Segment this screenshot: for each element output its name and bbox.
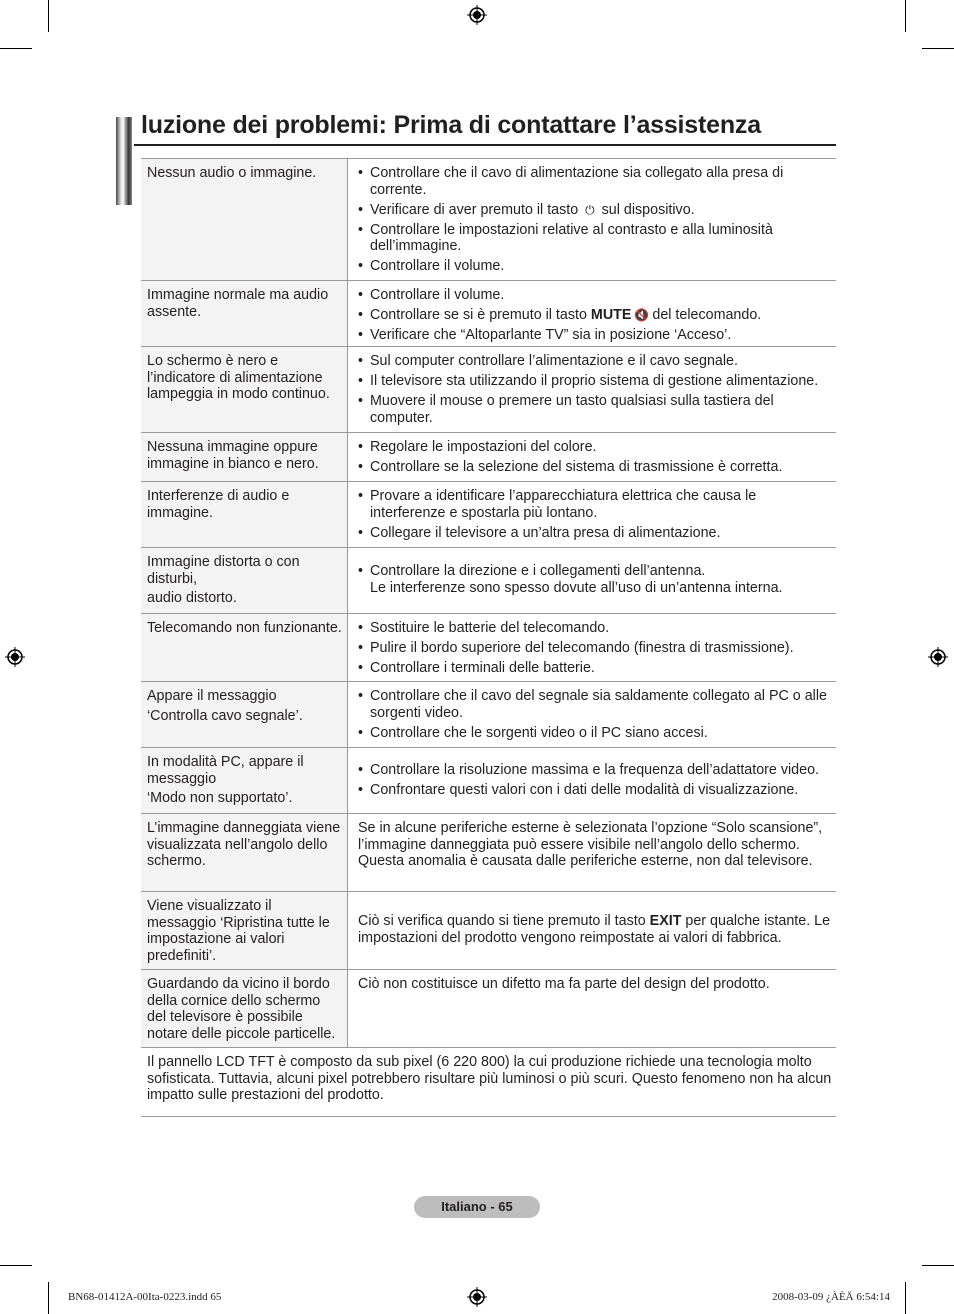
solution-cell [348,482,836,547]
solution-item [358,976,834,993]
solution-text: Pulire il bordo superiore del telecomando (finestra di trasmissione). [370,640,794,656]
crop-mark [0,48,32,49]
solution-item [358,393,834,426]
crop-mark [905,0,906,32]
table-row [141,748,836,814]
solution-item [358,563,834,596]
solution-cell [348,814,836,891]
registration-mark-icon [928,647,948,667]
solution-cell [348,159,836,280]
solution-text: Muovere il mouse o premere un tasto qualsiasi sulla tastiera del computer. [370,393,774,426]
problem-text: ‘Modo non supportato’. [147,790,293,806]
solution-item [358,222,834,255]
problem-cell [141,970,348,1047]
solution-item [358,660,834,677]
problem-cell [141,281,348,346]
title-decoration-bar [116,117,132,205]
solution-cell [348,970,836,1047]
crop-mark [48,0,49,32]
solution-item [358,287,834,304]
solution-text: sul dispositivo. [597,201,695,218]
solution-text: Controllare che le sorgenti video o il PC siano accesi. [370,724,708,741]
problem-text: Appare il messaggio [147,688,277,704]
solution-text: Regolare le impostazioni del colore. [370,439,597,455]
solution-item [358,820,834,870]
table-row [141,482,836,548]
problem-text: Immagine distorta o con disturbi, [147,554,300,587]
problem-text: Interferenze di audio e immagine. [147,488,290,521]
solution-cell [348,614,836,681]
problem-text: Immagine normale ma audio assente. [147,287,329,320]
table-row [141,347,836,433]
solution-text: Controllare la risoluzione massima e la frequenza dell’adattatore video. [370,761,820,778]
crop-mark [905,1282,906,1314]
solution-text: Controllare i terminali delle batterie. [370,660,595,676]
table-row [141,814,836,892]
table-row [141,892,836,970]
solution-text: Provare a identificare l’apparecchiatura elettrica che causa le interferenze e spostarla più lontano. [370,488,757,521]
problem-cell [141,814,348,891]
solution-text: Confrontare questi valori con i dati delle modalità di visualizzazione. [370,781,799,798]
mute-icon: 🔇 [634,308,650,322]
registration-mark-icon [467,1287,487,1307]
solution-item [358,327,834,344]
problem-text: Telecomando non funzionante. [147,620,342,636]
crop-mark [922,1265,954,1266]
solution-item [358,525,834,542]
table-row [141,614,836,682]
solution-item [358,725,834,742]
solution-text: Sostituire le batterie del telecomando. [370,620,610,636]
button-name: EXIT [649,913,682,930]
solution-text: Verificare di aver premuto il tasto [370,201,583,218]
crop-mark [922,48,954,49]
table-row [141,548,836,614]
problem-cell [141,548,348,613]
solution-cell [348,548,836,613]
problem-text: Nessuna immagine oppure immagine in bianco e nero. [147,439,319,472]
table-row [141,970,836,1048]
problem-text: Nessun audio o immagine. [147,165,317,181]
crop-mark [48,1282,49,1314]
solution-text: Controllare il volume. [370,287,505,303]
problem-text: L’immagine danneggiata viene visualizzata nell’angolo dello schermo. [147,820,341,869]
registration-mark-icon [5,647,25,667]
table-row [141,433,836,482]
lcd-note: Il pannello LCD TFT è composto da sub pixel (6 220 800) la cui produzione richiede una tecnologia molto sofisticata. Tuttavia, alcuni pixel potrebbero risultare più luminosi o più scuri. Questo fenomeno non ha alcun impatto sulle prestazioni del prodotto. [147,1054,832,1103]
solution-text: per qualche istante. Le impostazioni del prodotto vengono reimpostate ai valori di fabbrica. [358,913,831,946]
crop-mark [0,1265,32,1266]
solution-text: Controllare che il cavo del segnale sia saldamente collegato al PC o alle sorgenti video. [370,688,827,721]
problem-cell [141,482,348,547]
page-title: luzione dei problemi: Prima di contattare l’assistenza [141,111,761,139]
solution-item [358,353,834,370]
problem-text: In modalità PC, appare il messaggio [147,754,304,787]
problem-cell [141,614,348,681]
problem-text: audio distorto. [147,590,237,606]
solution-text: Controllare se si è premuto il tasto [370,307,591,323]
solution-text: Controllare che il cavo di alimentazione sia collegato alla presa di corrente. [370,165,784,198]
solution-item [358,165,834,198]
solution-item [358,620,834,637]
solution-cell [348,433,836,481]
slug-filename: BN68-01412A-00Ita-0223.indd 65 [68,1291,222,1303]
problem-cell [141,748,348,813]
problem-text: ‘Controlla cavo segnale’. [147,707,303,724]
solution-cell [348,347,836,432]
solution-item [358,488,834,521]
solution-item [358,688,834,721]
solution-cell [348,281,836,346]
solution-item [358,439,834,456]
solution-item [358,762,834,779]
problem-cell [141,159,348,280]
solution-text: Se in alcune periferiche esterne è selezionata l’opzione “Solo scansione”, l’immagine danneggiata può essere visibile nell’angolo dello schermo. Questa anomalia è causata dalle periferiche esterne, non dal televisore. [358,820,823,869]
solution-text: Controllare se la selezione del sistema di trasmissione è corretta. [370,459,783,475]
solution-text: Il televisore sta utilizzando il proprio sistema di gestione alimentazione. [370,373,819,389]
table-note-row [141,1048,836,1117]
button-name: MUTE [590,307,632,323]
solution-text: Verificare che “Altoparlante TV” sia in posizione ‘Acceso’. [370,327,732,343]
registration-mark-icon [467,5,487,25]
solution-text: Sul computer controllare l’alimentazione e il cavo segnale. [370,353,738,369]
problem-text: Guardando da vicino il bordo della cornice dello schermo del televisore è possibile notare delle piccole particelle. [147,976,336,1042]
problem-cell [141,892,348,969]
title-rule [134,144,836,146]
table-row [141,159,836,281]
solution-item [358,459,834,476]
slug-timestamp: 2008-03-09 ¿ÀÈÄ 6:54:14 [772,1291,890,1303]
problem-cell [141,433,348,481]
solution-text: Ciò non costituisce un difetto ma fa parte del design del prodotto. [358,976,770,992]
problem-text: Lo schermo è nero e l’indicatore di alimentazione lampeggia in modo continuo. [147,353,330,402]
troubleshooting-table [141,158,836,1117]
solution-text: Ciò si verifica quando si tiene premuto il tasto [358,913,650,930]
table-row [141,682,836,748]
solution-text: Controllare le impostazioni relative al contrasto e alla luminosità dell’immagine. [370,221,773,254]
solution-cell [348,748,836,813]
solution-item [358,202,834,219]
solution-item [358,307,834,324]
solution-text: Controllare la direzione e i collegamenti dell’antenna. Le interferenze sono spesso dovute all’uso di un’antenna interna. [370,563,783,596]
solution-item [358,258,834,275]
table-row [141,281,836,347]
solution-text: Controllare il volume. [370,258,505,274]
solution-item [358,373,834,390]
solution-cell [348,682,836,747]
page-number-badge: Italiano - 65 [414,1196,540,1218]
solution-item [358,640,834,657]
solution-item [358,913,834,946]
problem-cell [141,682,348,747]
solution-text: del telecomando. [652,307,762,323]
solution-cell [348,892,836,969]
solution-text: Collegare il televisore a un’altra presa di alimentazione. [370,524,721,541]
solution-item [358,782,834,799]
power-icon: ⏻ [585,202,595,217]
problem-text: Viene visualizzato il messaggio ‘Ripristina tutte le impostazione ai valori predefiniti’. [147,898,330,964]
problem-cell [141,347,348,432]
